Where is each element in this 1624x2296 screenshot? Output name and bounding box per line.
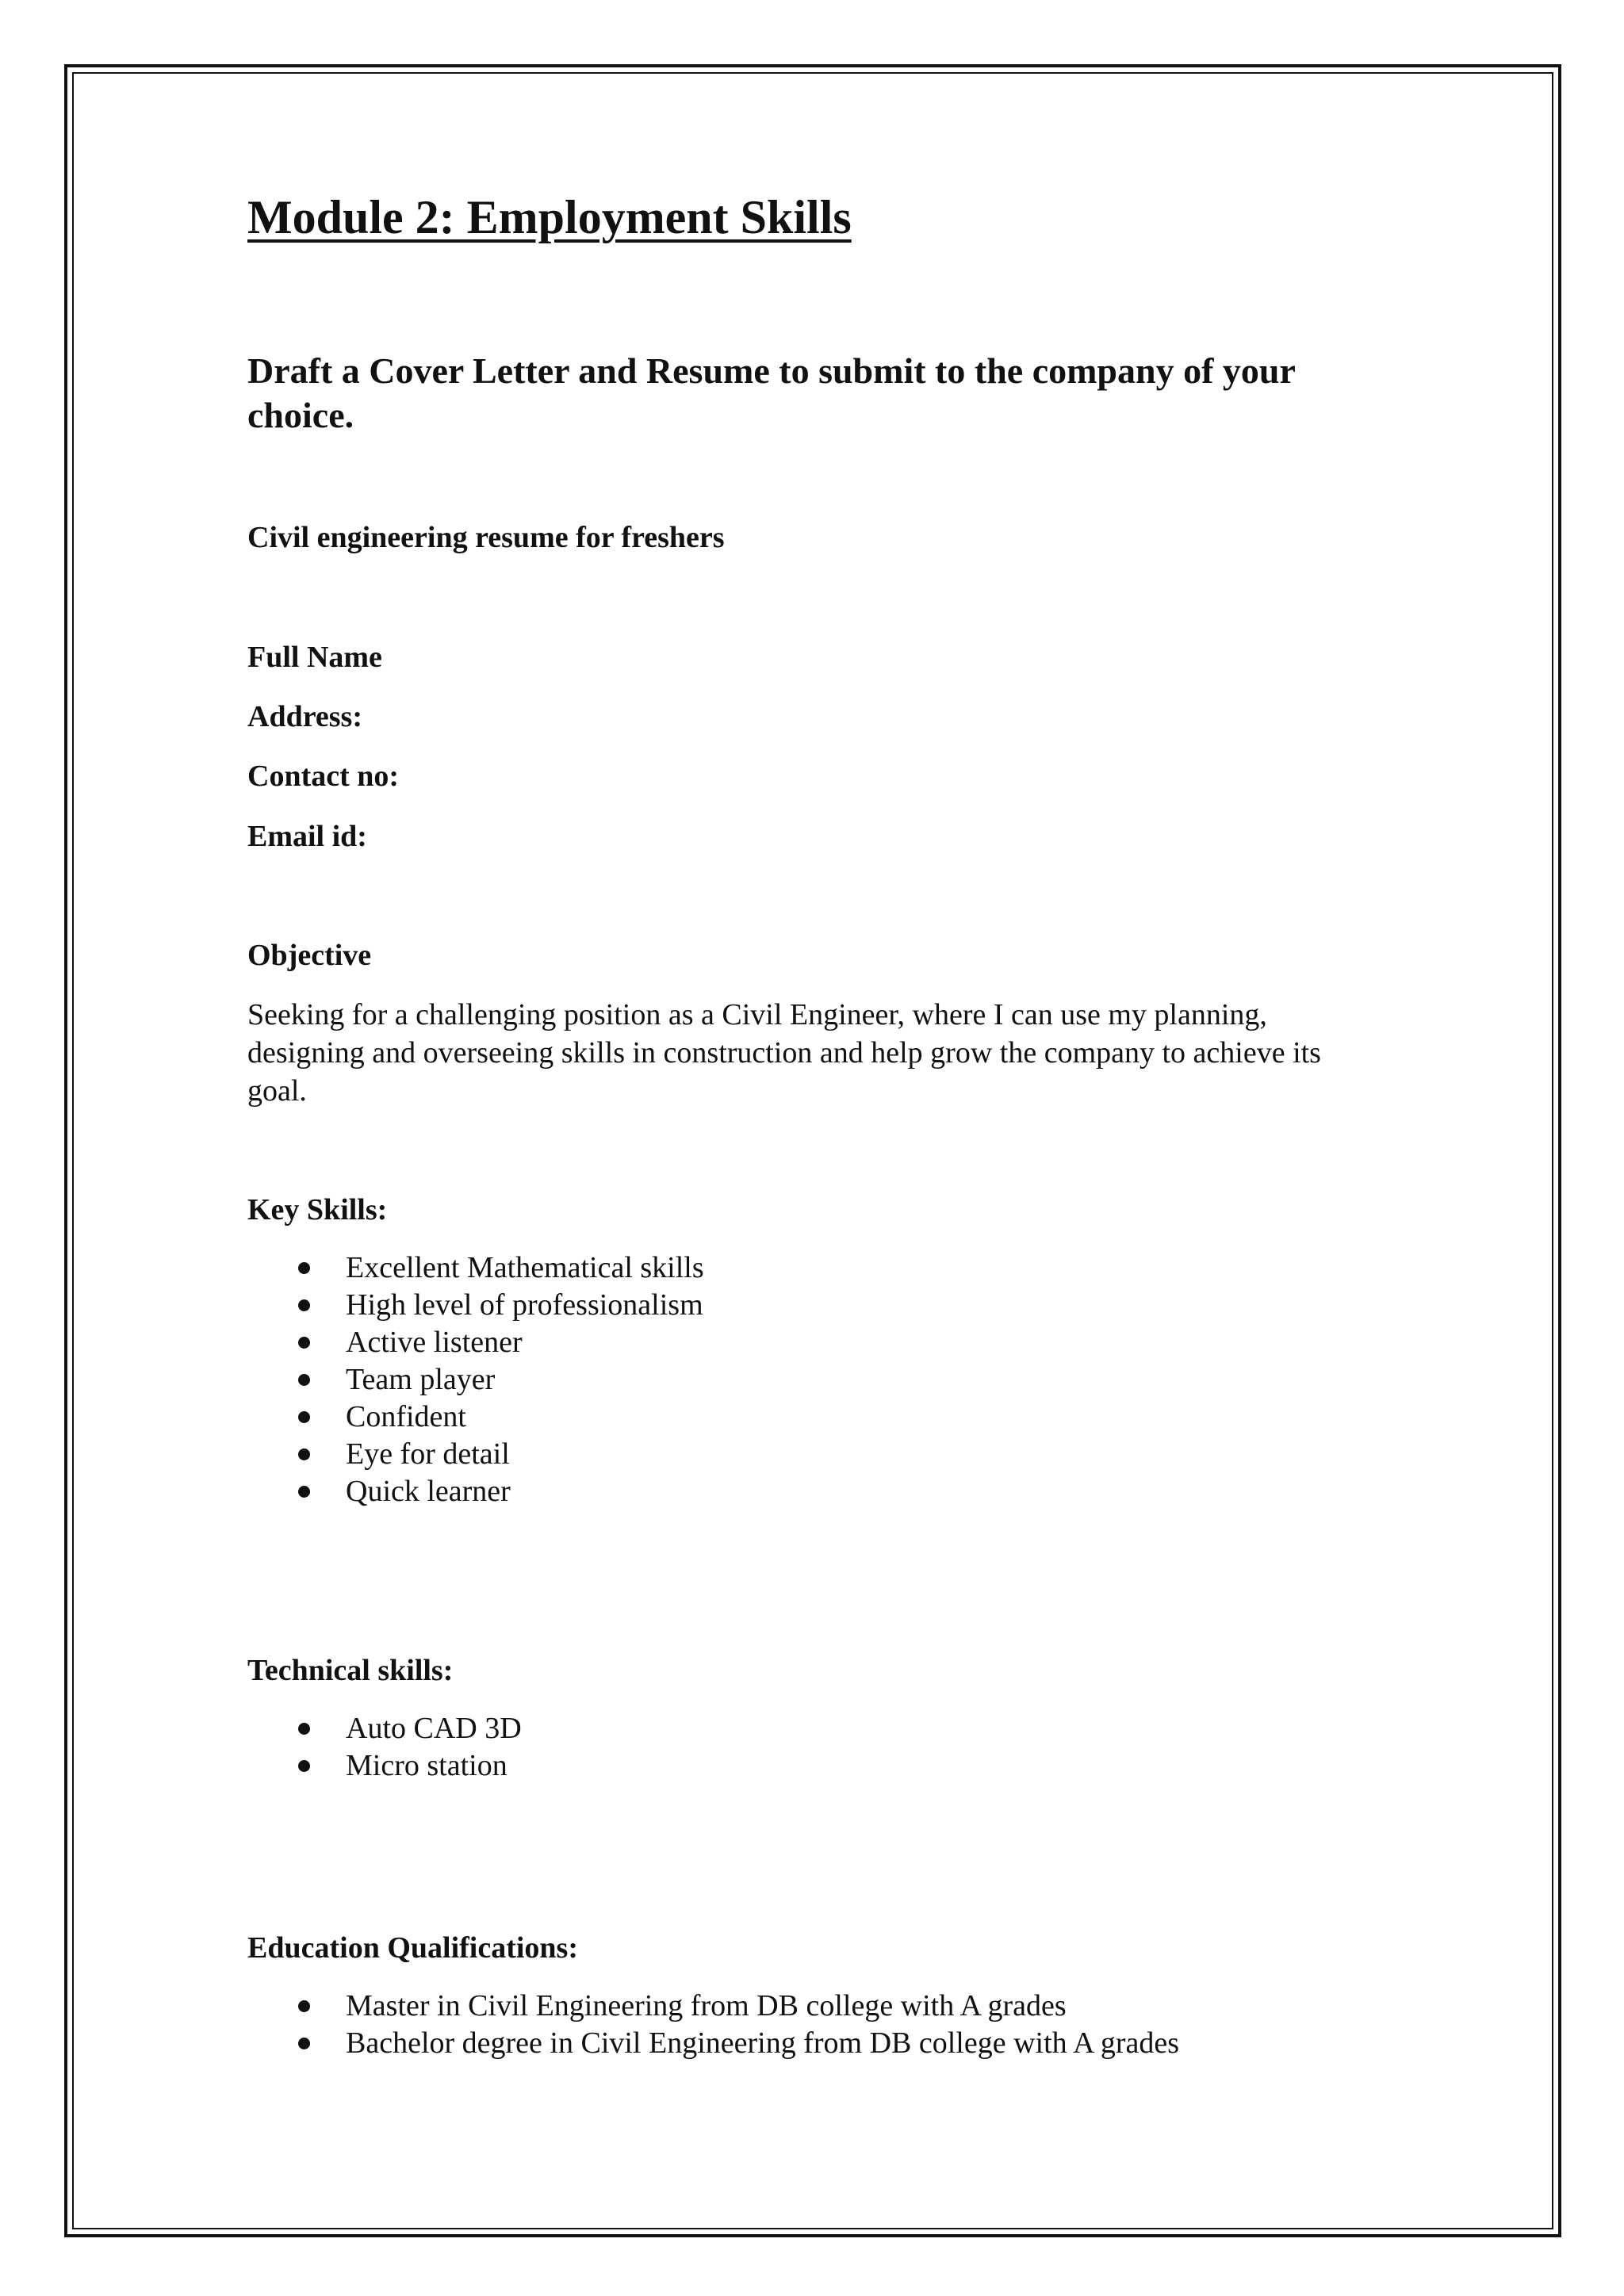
- education-heading: Education Qualifications:: [247, 1931, 578, 1965]
- key-skill-text: Confident: [346, 1400, 466, 1433]
- bullet-icon: [298, 1299, 310, 1311]
- list-item: [247, 1436, 704, 1473]
- address-field: Address:: [247, 700, 362, 733]
- bullet-icon: [298, 1374, 310, 1386]
- technical-skills-heading: Technical skills:: [247, 1654, 454, 1687]
- bullet-icon: [298, 2000, 310, 2012]
- email-field: Email id:: [247, 820, 367, 853]
- key-skill-text: Active listener: [346, 1326, 523, 1359]
- list-item: [247, 1710, 522, 1747]
- list-item: [247, 1249, 704, 1287]
- education-list: [247, 1988, 1179, 2062]
- technical-skill-text: Auto CAD 3D: [346, 1712, 522, 1745]
- list-item: [247, 1324, 704, 1361]
- module-title: Module 2: Employment Skills: [247, 191, 852, 243]
- bullet-icon: [298, 1337, 310, 1349]
- key-skill-text: Excellent Mathematical skills: [346, 1251, 704, 1284]
- key-skills-heading: Key Skills:: [247, 1193, 388, 1226]
- contact-field: Contact no:: [247, 760, 400, 793]
- education-item-text: Bachelor degree in Civil Engineering from DB college with A grades: [346, 2026, 1180, 2060]
- document-content: [247, 190, 1405, 2060]
- list-item: [247, 2025, 1179, 2062]
- technical-skill-text: Micro station: [346, 1749, 508, 1782]
- list-item: [247, 1747, 522, 1785]
- resume-subtitle: Civil engineering resume for freshers: [247, 521, 725, 554]
- list-item: [247, 1399, 704, 1436]
- bullet-icon: [298, 1760, 310, 1772]
- list-item: [247, 1988, 1179, 2025]
- key-skill-text: Eye for detail: [346, 1437, 510, 1471]
- education-item-text: Master in Civil Engineering from DB college with A grades: [346, 1989, 1067, 2022]
- key-skill-text: Team player: [346, 1363, 496, 1396]
- list-item: [247, 1361, 704, 1399]
- objective-text: Seeking for a challenging position as a Civil Engineer, where I can use my planning, designing and overseeing skills in construction and help grow the company to achieve its goal.: [247, 998, 1321, 1108]
- objective-heading: Objective: [247, 939, 372, 972]
- task-instruction: Draft a Cover Letter and Resume to submit to the company of your choice.: [247, 350, 1296, 435]
- technical-skills-list: [247, 1710, 522, 1785]
- bullet-icon: [298, 1262, 310, 1274]
- list-item: [247, 1473, 704, 1510]
- key-skills-list: [247, 1249, 704, 1510]
- bullet-icon: [298, 1448, 310, 1460]
- bullet-icon: [298, 1723, 310, 1735]
- full-name-field: Full Name: [247, 641, 382, 674]
- bullet-icon: [298, 2038, 310, 2049]
- key-skill-text: Quick learner: [346, 1475, 511, 1508]
- list-item: [247, 1287, 704, 1324]
- bullet-icon: [298, 1411, 310, 1423]
- bullet-icon: [298, 1486, 310, 1498]
- key-skill-text: High level of professionalism: [346, 1288, 703, 1322]
